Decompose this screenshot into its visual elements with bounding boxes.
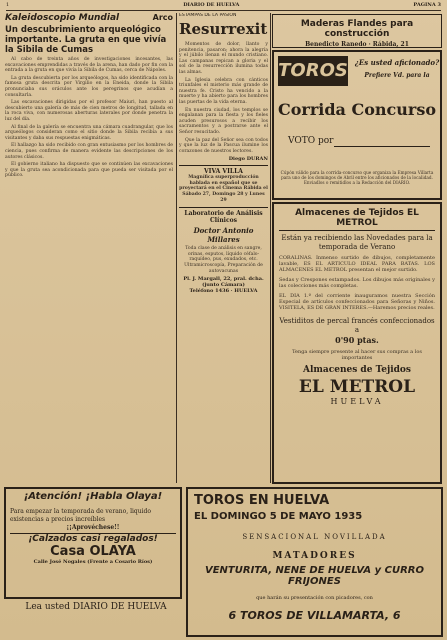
laboratory-ad: Laboratorio de Análisis Clínicos Doctor Antonio Millares Toda clase de análisis en sangre, orinas, esputos, líquido céfalo-raquídeo, pus, exudados, etc. Ultramicroscopía, Preparación de autovacunas Pl. J. Margall, 22, pral. dcha. (junto Cámara) Teléfono 1436 · HUELVA — [179, 207, 268, 294]
header-right: PAGINA 3 — [413, 2, 441, 8]
column-2-headline: Resurrexit — [179, 20, 268, 38]
article-headline: Un descubrimiento arqueológico importante. La gruta en que vivía la Sibila de Cumas — [5, 25, 167, 55]
header-center: DIARIO DE HUELVA — [183, 2, 240, 8]
column-2-body: Momentos de dolor, llanto y penitencia, pasaron; ahora la alegría y el júbilo llenan el mundo cristiano. Las campanas repican a gloria y el sol de la resurrección ilumina todas las almas. La Iglesia celebra con cánticos triunfales el misterio más grande de nuestra fe. Cristo ha vencido a la muerte y ha abierto para los hombres las puertas de la vida eterna. En nuestra ciudad, los templos se engalanan para la fiesta y los fieles acuden presurosos a recibir los sacramentos y a postrarse ante el Señor resucitado. Que la paz del Señor sea con todos y que la luz de la Pascua ilumine los corazones de nuestros lectores. — [179, 42, 268, 154]
page-header — [6, 2, 441, 11]
olaya-ad: ¡Atención! ¡Habla Olaya! Para empezar la temporada de verano, liquido existencias a precios increíbles ¡¡Aprovéchese!! ¡Calzados casi regalados! Casa OLAYA Calle José Nogales (Frente a Cosario Ríos) — [4, 487, 182, 599]
bullfight-ad: TOROS EN HUELVA EL DOMINGO 5 DE MAYO 1935 SENSACIONAL NOVILLADA MATADORES VENTURITA, NENE DE HUELVA y CURRO FRIJONES que harán su presentación con picadores, con 6 TOROS DE VILLAMARTA, 6 — [186, 487, 443, 637]
article-body: Al cabo de treinta años de investigaciones incesantes, las excavaciones emprendidas a través de la arena, han dado por fin con la entrada a la gruta en que vivía la Sibila de Cumas, cerca de Nápoles. La gruta descubierta por los arqueólogos, ha sido identificada con la famosa gruta descrita por Virgilio en la Eneida, donde la Sibila pronunciaba sus oráculos ante los peregrinos que acudían a consultarla. Las excavaciones dirigidas por el profesor Maiuri, han puesto al descubierto una galería de más de cien metros de longitud, tallada en la roca viva, con numerosas aberturas laterales por donde penetra la luz del día. Al final de la galería se encuentra una cámara cuadrangular, que los arqueólogos consideran como el sitio donde la Sibila recibía a sus visitantes y daba sus respuestas enigmáticas. El hallazgo ha sido recibido con gran entusiasmo por los hombres de ciencia, pues confirma de manera evidente las descripciones de los autores clásicos. El gobierno italiano ha dispuesto que se continúen las excavaciones y que la gruta sea acondicionada para que pueda ser visitada por el público. — [5, 57, 173, 179]
section-author: Arco — [152, 13, 173, 22]
section-title: Kaleidoscopio Mundial — [5, 13, 120, 23]
corrida-concurso: Corrida Concurso — [278, 100, 436, 119]
toros-logo: TOROS — [278, 56, 348, 86]
column-1 — [5, 13, 173, 483]
column-2-section: ESTAMPAS DE LA PASION — [179, 13, 237, 18]
signature: Diego DURAN — [228, 156, 268, 163]
header-left: 1 — [6, 2, 10, 8]
lea-diario: Lea usted DIARIO DE HUELVA — [25, 602, 167, 612]
column-2 — [179, 13, 268, 483]
toros-coupon: TOROS ¿Es usted aficionado? Prefiere Vd. para la Corrida Concurso VOTO por Cúpón válido para la corrida-concurso que organiza la Empresa Villarta para uno de los domingos de Abril entre los aficionados de la localidad. Enviadlos o remitidlos a la Redacción del DIARIO. — [272, 50, 442, 200]
viva-villa-ad: VIVA VILLA Magnífica superproducción hablada en español que se proyectará en el Cinema Rábida el Sábado 27, Domingo 28 y Lunes 29 — [179, 165, 268, 203]
metrol-ad: Almacenes de Tejidos EL METROL Están ya recibiendo las Novedades para la temporada de Verano CORALINAS. Inmenso surtido de dibujos, completamente lavable, ES EL ARTICULO IDEAL PARA BATAS. LOS ALMACENES EL METROL presentan el mejor surtido. Sedas y Crespones estampados. Los dibujos más originales y las colecciones más completas. EL DIA 1.º del corriente inauguramos nuestra Sección Especial de artículos confeccionados para Señoras y Niños. VISITELA, ES DE GRAN INTERES.—Haremos precios reales. Vestiditos de percal francés confeccionados a 0'90 ptas. Tenga siempre presente al hacer sus compras a los importantes Almacenes de Tejidos EL METROL HUELVA — [272, 202, 442, 484]
maderas-ad: Maderas Flandes para construcción Benedicto Ranedo · Rábida, 21 — [272, 14, 442, 48]
